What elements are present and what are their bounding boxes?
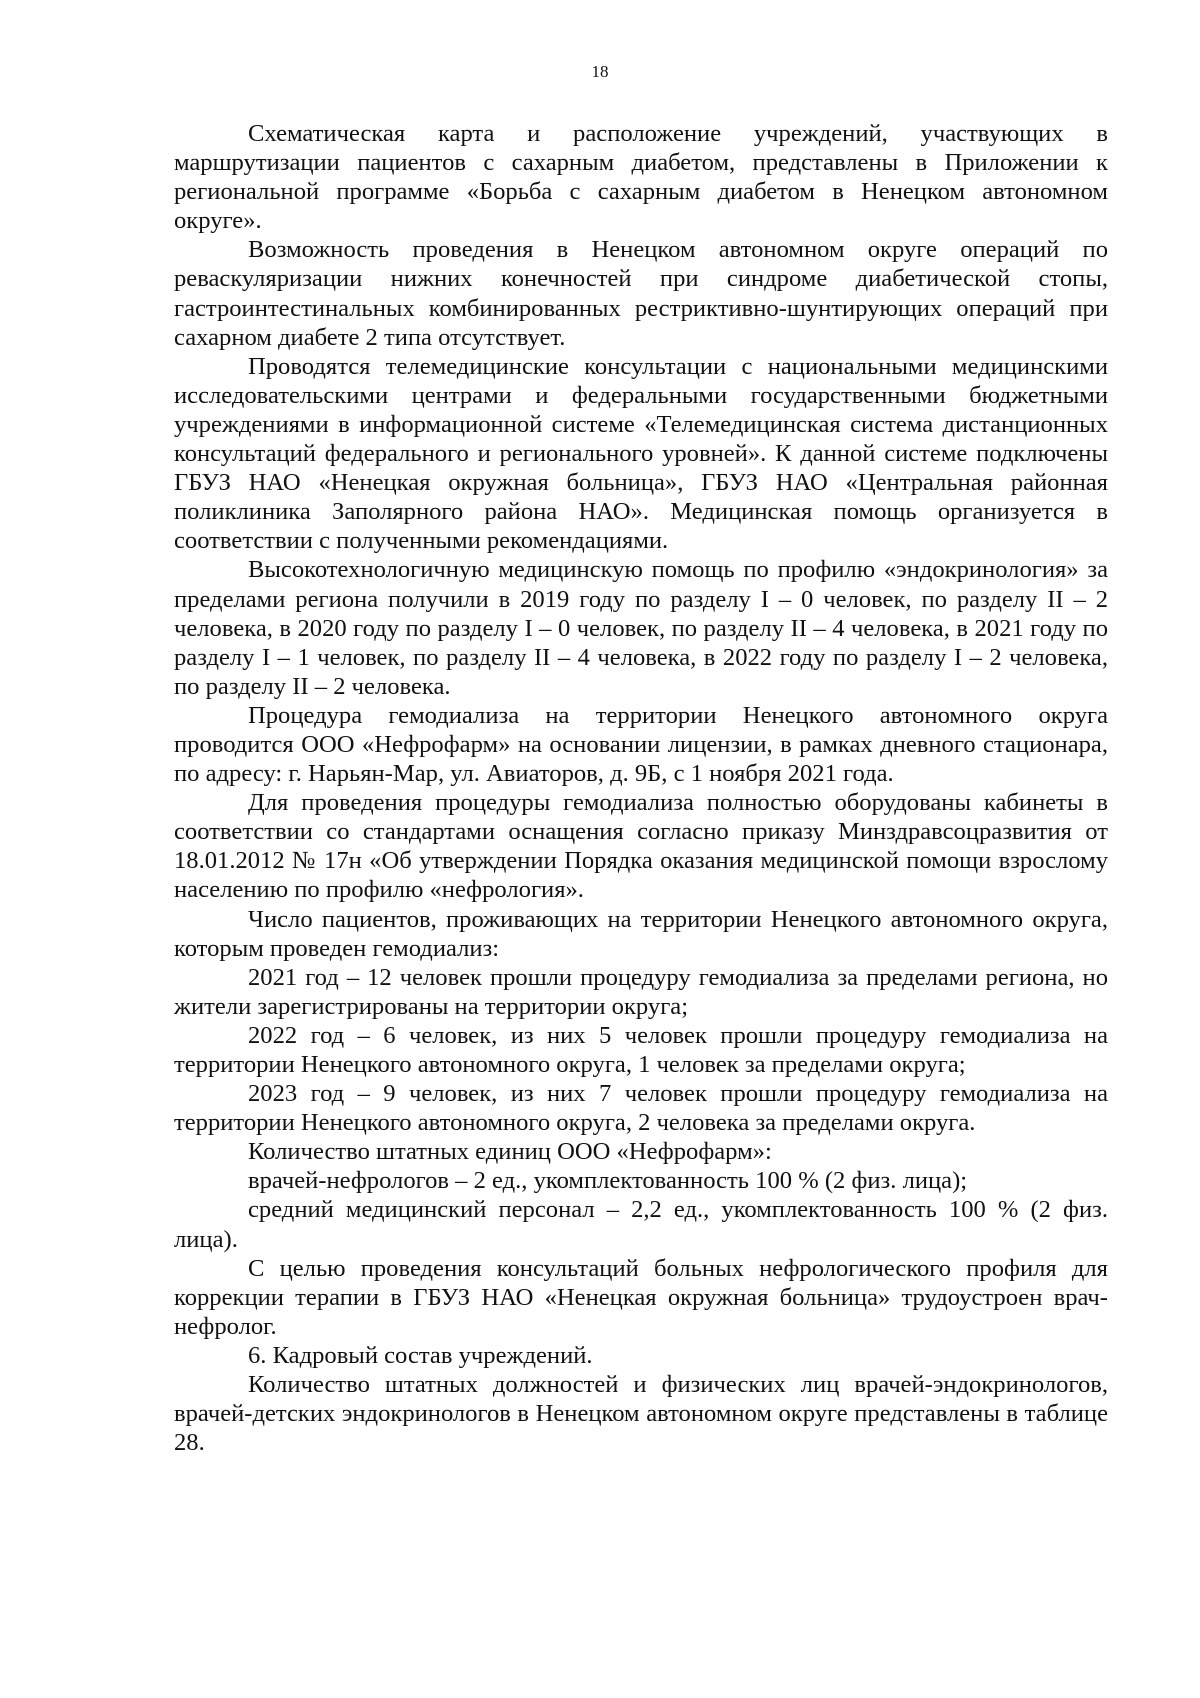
paragraph-staff-units: Количество штатных единиц ООО «Нефрофарм»: xyxy=(248,1138,772,1166)
page-number: 18 xyxy=(591,62,609,81)
paragraph-nephrologist-hired: С целью проведения консультаций больных нефрологического профиля для коррекции терапии в ГБУЗ НАО «Ненецкая окружная больница» трудоустроен врач-нефролог. xyxy=(174,1254,1108,1340)
paragraph-year-2021: 2021 год – 12 человек прошли процедуру гемодиализа за пределами региона, но жители зарегистрированы на территории округа; xyxy=(174,963,1108,1020)
paragraph-revascularization: Возможность проведения в Ненецком автономном округе операций по реваскуляризации нижних конечностей при синдроме диабетической стопы, гастроинтестинальных комбинированных рестриктивно-шунтирующих операций при сахарном диабете 2 типа отсутствует. xyxy=(174,236,1108,351)
paragraph-high-tech-care: Высокотехнологичную медицинскую помощь по профилю «эндокринология» за пределами региона получили в 2019 году по разделу I – 0 человек, по разделу II – 2 человека, в 2020 году по разделу I – 0 человек, по разделу II – 4 человека, в 2021 году по разделу I – 1 человек, по разделу II – 4 человека, в 2022 году по разделу I – 2 человека, по разделу II – 2 человека. xyxy=(174,556,1108,700)
paragraph-telemedicine: Проводятся телемедицинские консультации с национальными медицинскими исследовательскими центрами и федеральными государственными бюджетными учреждениями в информационной системе «Телемедицинская система дистанционных консультаций федерального и регионального уровней». К данной системе подключены ГБУЗ НАО «Ненецкая окружная больница», ГБУЗ НАО «Центральная районная поликлиника Заполярного района НАО». Медицинская помощь организуется в соответствии с полученными рекомендациями. xyxy=(174,352,1108,555)
paragraph-hemodialysis-equipment: Для проведения процедуры гемодиализа полностью оборудованы кабинеты в соответствии со стандартами оснащения согласно приказу Минздравсоцразвития от 18.01.2012 № 17н «Об утверждении Порядка оказания медицинской помощи взрослому населению по профилю «нефрология». xyxy=(174,789,1108,904)
paragraph-nephrologists: врачей-нефрологов – 2 ед., укомплектованность 100 % (2 физ. лица); xyxy=(248,1167,968,1195)
paragraph-year-2022: 2022 год – 6 человек, из них 5 человек прошли процедуру гемодиализа на территории Ненецкого автономного округа, 1 человек за пределами округа; xyxy=(174,1021,1108,1078)
document-body xyxy=(174,119,1108,1457)
paragraph-hemodialysis-procedure: Процедура гемодиализа на территории Ненецкого автономного округа проводится ООО «Нефрофарм» на основании лицензии, в рамках дневного стационара, по адресу: г. Нарьян-Мар, ул. Авиаторов, д. 9Б, с 1 ноября 2021 года. xyxy=(174,701,1108,788)
paragraph-patient-count: Число пациентов, проживающих на территории Ненецкого автономного округа, которым проведен гемодиализ: xyxy=(174,905,1108,962)
paragraph-endocrinologists-table-ref: Количество штатных должностей и физических лиц врачей-эндокринологов, врачей-детских эндокринологов в Ненецком автономном округе представлены в таблице 28. xyxy=(174,1371,1108,1457)
paragraph-routing-map: Схематическая карта и расположение учреждений, участвующих в маршрутизации пациентов с сахарным диабетом, представлены в Приложении к региональной программе «Борьба с сахарным диабетом в Ненецком автономном округе». xyxy=(174,120,1108,235)
section-heading-staffing: 6. Кадровый состав учреждений. xyxy=(248,1341,593,1369)
paragraph-nursing-staff: средний медицинский персонал – 2,2 ед., укомплектованность 100 % (2 физ. лица). xyxy=(174,1196,1108,1253)
paragraph-year-2023: 2023 год – 9 человек, из них 7 человек прошли процедуру гемодиализа на территории Ненецкого автономного округа, 2 человека за пределами округа. xyxy=(174,1080,1108,1137)
